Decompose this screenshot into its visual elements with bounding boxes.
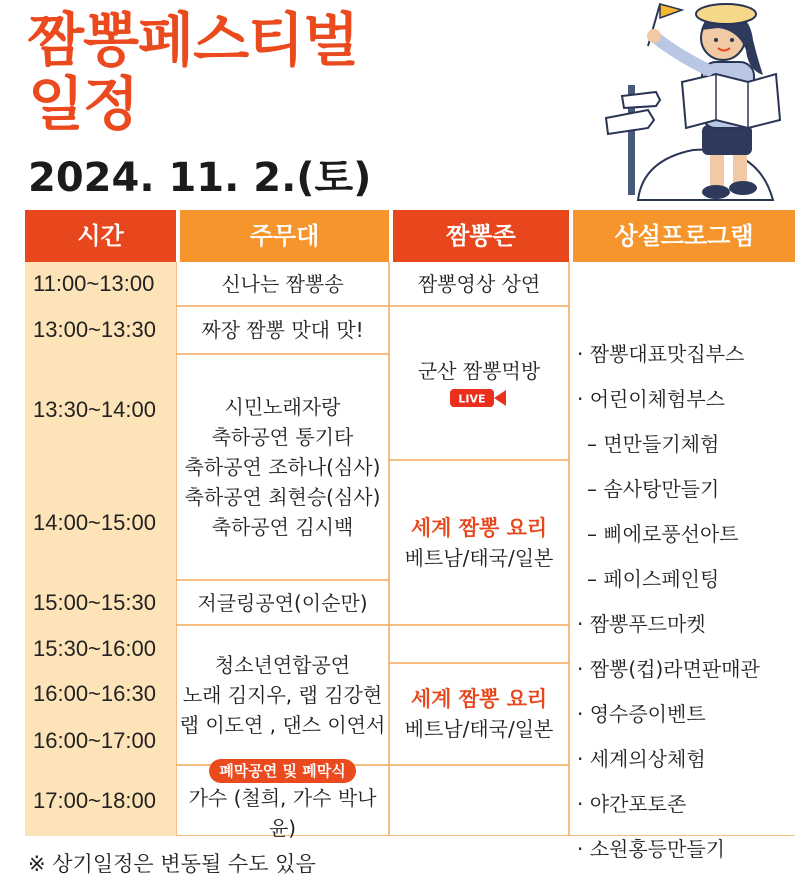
header-jjamppong-zone: 짬뽕존 [446, 222, 516, 250]
stage-line: 청소년연합공연 [214, 653, 351, 677]
header-program: 상설프로그램 [614, 222, 754, 250]
time-slot: 13:00~13:30 [25, 306, 176, 354]
program-item: · 어린이체험부스 [577, 387, 725, 411]
stage-item-closing [176, 761, 389, 840]
hiker-illustration [598, 0, 798, 205]
time-slot: 11:00~13:00 [25, 262, 176, 306]
closing-badge: 폐막공연 및 폐막식 [209, 759, 355, 783]
stage-item: 짜장 짬뽕 맛대 맛! [201, 318, 364, 342]
program-item: · 짬뽕푸드마켓 [577, 612, 706, 636]
zone-item-world [389, 663, 569, 765]
time-slot: 15:00~15:30 [25, 580, 176, 625]
program-item: · 소원홍등만들기 [577, 837, 725, 861]
stage-line: 축하공연 최현승(심사) [184, 485, 381, 509]
page-title [28, 8, 358, 136]
schedule-note: ※ 상기일정은 변동될 수도 있음 [28, 852, 316, 876]
program-subitem: – 페이스페인팅 [587, 567, 720, 591]
stage-line: 시민노래자랑 [224, 395, 341, 419]
zone-world-title: 세계 짬뽕 요리 [410, 515, 548, 540]
zone-world-countries: 베트남/태국/일본 [404, 717, 554, 741]
title-line-2: 일정 [28, 70, 139, 138]
program-subitem: – 면만들기체험 [587, 432, 720, 456]
zone-world-title: 세계 짬뽕 요리 [410, 687, 548, 711]
program-item: · 짬뽕대표맛집부스 [577, 342, 745, 366]
time-slot: 17:00~18:00 [25, 765, 176, 836]
header-main-stage: 주무대 [249, 222, 320, 250]
time-slot: 13:30~14:00 [25, 354, 176, 466]
stage-item-group [176, 625, 389, 765]
time-slot: 16:00~17:00 [25, 716, 176, 765]
zone-line: 군산 짬뽕먹방 [417, 359, 541, 383]
program-subitem: – 삐에로풍선아트 [587, 522, 739, 546]
time-slot: 15:30~16:00 [25, 625, 176, 672]
stage-line: 축하공연 김시백 [211, 515, 354, 539]
live-badge [450, 386, 508, 410]
event-date: 2024. 11. 2.(토) [28, 155, 372, 201]
stage-item-group [176, 354, 389, 580]
live-camera-icon [450, 386, 508, 410]
program-item: · 세계의상체험 [577, 747, 706, 771]
title-line-1: 짬뽕페스티벌 [28, 6, 359, 74]
program-list [569, 262, 795, 861]
zone-world-countries: 베트남/태국/일본 [404, 545, 554, 570]
stage-item: 신나는 짬뽕송 [221, 272, 344, 296]
stage-line: 축하공연 조하나(심사) [184, 455, 381, 479]
zone-item-world [389, 460, 569, 625]
live-text: LIVE [458, 392, 486, 406]
stage-line: 축하공연 통기타 [211, 425, 354, 449]
header-time: 시간 [77, 222, 124, 250]
zone-item: 짬뽕영상 상연 [417, 272, 541, 296]
program-subitem: – 솜사탕만들기 [587, 477, 720, 501]
program-item: · 짬뽕(컵)라면판매관 [577, 657, 760, 681]
stage-line: 노래 김지우, 랩 김강현 [182, 683, 383, 707]
time-slot: 14:00~15:00 [25, 466, 176, 580]
program-item: · 야간포토존 [577, 792, 687, 816]
zone-item-mukbang [389, 306, 569, 460]
time-slot: 16:00~16:30 [25, 672, 176, 716]
program-item: · 영수증이벤트 [577, 702, 706, 726]
schedule-table [25, 210, 795, 861]
stage-line: 랩 이도연 , 댄스 이연서 [179, 713, 386, 737]
stage-line: 가수 (철희, 가수 박나윤) [188, 785, 377, 840]
stage-item: 저글링공연(이순만) [197, 590, 368, 615]
